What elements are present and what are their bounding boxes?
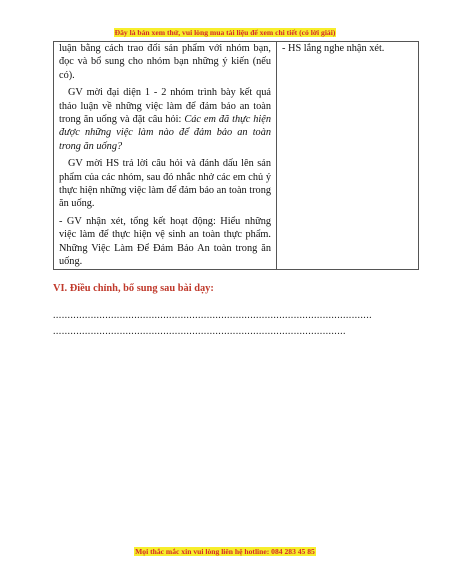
preview-notice-banner <box>0 28 450 37</box>
table-row <box>54 42 419 270</box>
hotline-notice-banner <box>0 547 450 556</box>
preview-notice-text: Đây là bản xem thử, vui lòng mua tài liệu để xem chi tiết (có lời giải) <box>114 28 336 37</box>
fill-in-line-2: ..................................................................................................... <box>53 326 346 337</box>
teacher-paragraph-2 <box>59 86 271 153</box>
teacher-activity-cell <box>54 42 277 270</box>
section-heading: VI. Điều chỉnh, bổ sung sau bài dạy: <box>53 283 214 294</box>
teacher-paragraph-2-text: GV mời đại diện 1 - 2 nhóm trình bày kết quả thảo luận về những việc làm để đảm bảo an toàn trong ăn uống và đặt câu hỏi: <box>59 87 271 126</box>
teacher-question: Các em đã thực hiện được những việc làm nào để đảm bảo an toàn trong ăn uống? <box>59 114 271 152</box>
fill-in-line-1: .............................................................................................................. <box>53 310 372 321</box>
hotline-notice-text: Mọi thắc mắc xin vui lòng liên hệ hotline: 084 283 45 85 <box>135 547 315 556</box>
student-paragraph-1: - HS lắng nghe nhận xét. <box>282 43 385 54</box>
teacher-paragraph-1: luận bằng cách trao đổi sản phẩm với nhóm bạn, đọc và bổ sung cho nhóm bạn những ý kiến (nếu có). <box>59 43 271 81</box>
lesson-activity-table <box>53 41 419 270</box>
teacher-paragraph-3: GV mời HS trả lời câu hỏi và đánh dấu lên sản phẩm của các nhóm, sau đó nhắc nhở các em chủ ý thực hiện những việc làm để đảm bảo an toàn trong ăn uống. <box>59 158 271 210</box>
student-activity-cell <box>277 42 419 270</box>
teacher-paragraph-4: - GV nhận xét, tổng kết hoạt động: Hiểu những việc làm để thực hiện vệ sinh an toàn thực phẩm. Những Việc Làm Để Đảm Bảo An toàn trong ăn uống. <box>59 215 271 268</box>
